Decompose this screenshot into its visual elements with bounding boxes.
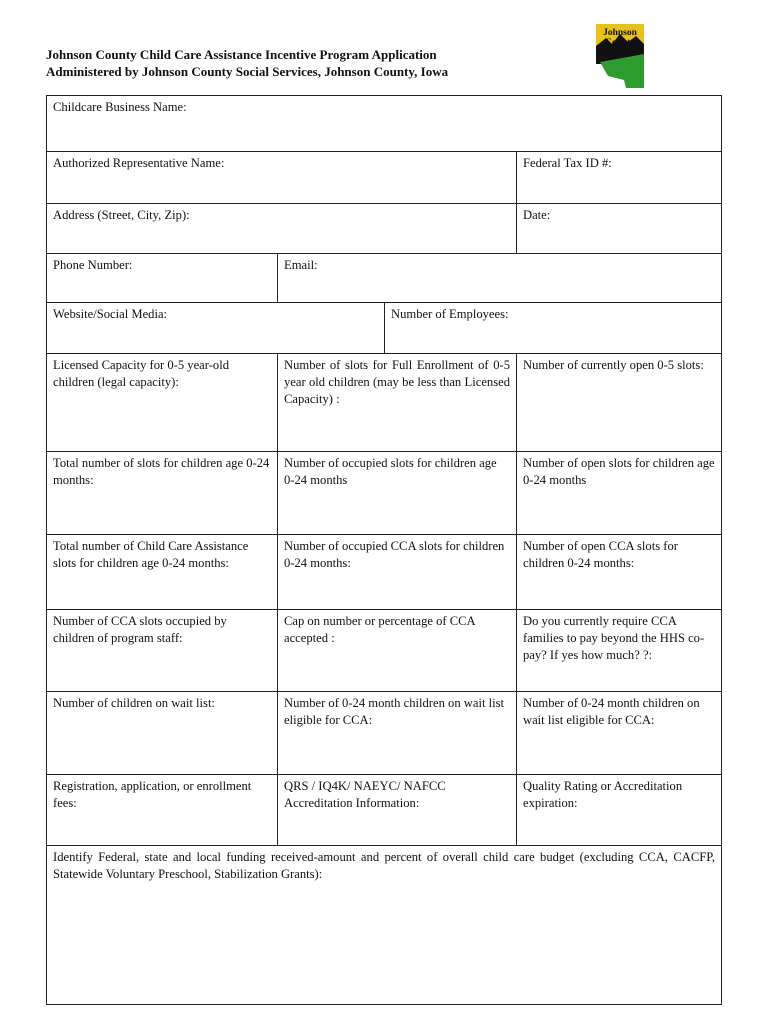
cca-copay-label: Do you currently require CCA families to pay beyond the HHS co-pay? If yes how much? ?: bbox=[523, 614, 705, 662]
cca-cap-label: Cap on number or percentage of CCA accepted : bbox=[284, 614, 475, 645]
rep-name-field[interactable] bbox=[46, 151, 517, 204]
address-label: Address (Street, City, Zip): bbox=[53, 208, 190, 222]
funding-label: Identify Federal, state and local funding received-amount and percent of overall child care budget (excluding CCA, CACFP, Statewide Voluntary Preschool, Stabilization Grants): bbox=[53, 850, 715, 881]
licensed-capacity-field[interactable] bbox=[46, 353, 278, 452]
quality-exp-field[interactable] bbox=[516, 774, 722, 846]
email-field[interactable] bbox=[277, 253, 722, 303]
open-cca-field[interactable] bbox=[516, 534, 722, 610]
fees-label: Registration, application, or enrollment fees: bbox=[53, 779, 252, 810]
business-name-field[interactable] bbox=[46, 95, 722, 152]
phone-label: Phone Number: bbox=[53, 258, 133, 272]
occupied-cca-label: Number of occupied CCA slots for children 0-24 months: bbox=[284, 539, 505, 570]
form-subtitle: Administered by Johnson County Social Services, Johnson County, Iowa bbox=[46, 64, 449, 79]
quality-exp-label: Quality Rating or Accreditation expiration: bbox=[523, 779, 683, 810]
address-field[interactable] bbox=[46, 203, 517, 254]
open-024-label: Number of open slots for children age 0-24 months bbox=[523, 456, 715, 487]
cca-cap-field[interactable] bbox=[277, 609, 517, 692]
tax-id-label: Federal Tax ID #: bbox=[523, 156, 612, 170]
open-024-field[interactable] bbox=[516, 451, 722, 535]
rep-name-label: Authorized Representative Name: bbox=[53, 156, 225, 170]
wait-024-cca-label-a: Number of 0-24 month children on wait list eligible for CCA: bbox=[284, 696, 505, 727]
tax-id-field[interactable] bbox=[516, 151, 722, 204]
date-label: Date: bbox=[523, 208, 551, 222]
wait-list-label: Number of children on wait list: bbox=[53, 696, 215, 710]
website-field[interactable] bbox=[46, 302, 385, 354]
phone-field[interactable] bbox=[46, 253, 278, 303]
employees-label: Number of Employees: bbox=[391, 307, 509, 321]
qrs-label: QRS / IQ4K/ NAEYC/ NAFCC Accreditation Information: bbox=[284, 779, 446, 810]
employees-field[interactable] bbox=[384, 302, 722, 354]
open-05-field[interactable] bbox=[516, 353, 722, 452]
total-024-field[interactable] bbox=[46, 451, 278, 535]
full-enrollment-label: Number of slots for Full Enrollment of 0-5 year old children (may be less than Licensed Capacity) : bbox=[284, 358, 510, 406]
open-05-label: Number of currently open 0-5 slots: bbox=[523, 358, 704, 372]
qrs-field[interactable] bbox=[277, 774, 517, 846]
open-cca-label: Number of open CCA slots for children 0-24 months: bbox=[523, 539, 678, 570]
total-024-label: Total number of slots for children age 0-24 months: bbox=[53, 456, 270, 487]
total-cca-label: Total number of Child Care Assistance slots for children age 0-24 months: bbox=[53, 539, 249, 570]
licensed-capacity-label: Licensed Capacity for 0-5 year-old children (legal capacity): bbox=[53, 358, 229, 389]
website-label: Website/Social Media: bbox=[53, 307, 168, 321]
cca-staff-label: Number of CCA slots occupied by children of program staff: bbox=[53, 614, 227, 645]
occupied-024-field[interactable] bbox=[277, 451, 517, 535]
wait-024-cca-field-a[interactable] bbox=[277, 691, 517, 775]
cca-copay-field[interactable] bbox=[516, 609, 722, 692]
wait-024-cca-field-b[interactable] bbox=[516, 691, 722, 775]
email-label: Email: bbox=[284, 258, 318, 272]
funding-field[interactable] bbox=[46, 845, 722, 1005]
date-field[interactable] bbox=[516, 203, 722, 254]
logo-text: Johnson County bbox=[603, 28, 637, 48]
fees-field[interactable] bbox=[46, 774, 278, 846]
cca-staff-field[interactable] bbox=[46, 609, 278, 692]
form-header bbox=[46, 46, 448, 80]
wait-list-field[interactable] bbox=[46, 691, 278, 775]
wait-024-cca-label-b: Number of 0-24 month children on wait list eligible for CCA: bbox=[523, 696, 700, 727]
total-cca-field[interactable] bbox=[46, 534, 278, 610]
business-name-label: Childcare Business Name: bbox=[53, 100, 187, 114]
occupied-cca-field[interactable] bbox=[277, 534, 517, 610]
occupied-024-label: Number of occupied slots for children age 0-24 months bbox=[284, 456, 497, 487]
form-title: Johnson County Child Care Assistance Incentive Program Application bbox=[46, 47, 437, 62]
full-enrollment-field[interactable] bbox=[277, 353, 517, 452]
